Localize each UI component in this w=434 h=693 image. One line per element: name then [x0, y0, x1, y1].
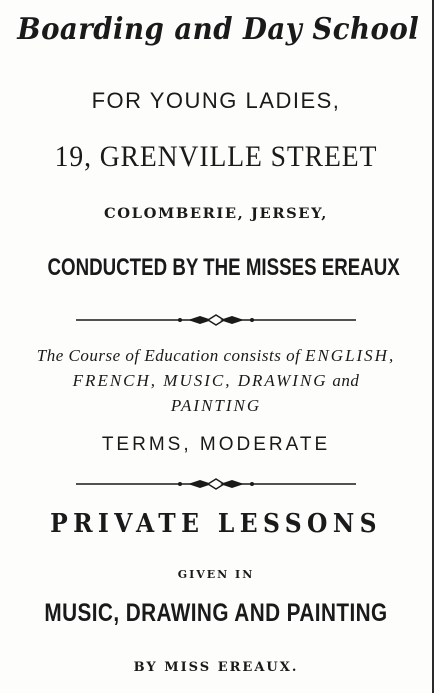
conducted-by: CONDUCTED BY THE MISSES EREAUX — [47, 254, 400, 281]
street-address: 19, GRENVILLE STREET — [54, 140, 378, 173]
school-subtitle: FOR YOUNG LADIES, — [91, 88, 341, 113]
locality: COLOMBERIE, JERSEY, — [104, 206, 328, 222]
ornamental-rule-divider — [76, 314, 356, 326]
course-subjects-line2: FRENCH, MUSIC, DRAWING — [72, 371, 328, 390]
instructor-credit: BY MISS EREAUX. — [133, 660, 299, 675]
course-subject-painting: PAINTING — [170, 396, 262, 415]
private-lessons-heading: PRIVATE LESSONS — [50, 509, 382, 539]
course-and: and — [332, 371, 360, 390]
lesson-subjects: MUSIC, DRAWING AND PAINTING — [44, 599, 388, 627]
course-intro: The Course of Education consists of — [36, 346, 301, 365]
given-in-label: GIVEN IN — [177, 568, 255, 581]
course-description — [0, 343, 432, 418]
ornamental-rule-divider — [76, 478, 356, 490]
course-subject-english: ENGLISH, — [305, 346, 396, 365]
terms-note: TERMS, MODERATE — [101, 434, 331, 455]
school-title: Boarding and Day School — [17, 12, 420, 47]
